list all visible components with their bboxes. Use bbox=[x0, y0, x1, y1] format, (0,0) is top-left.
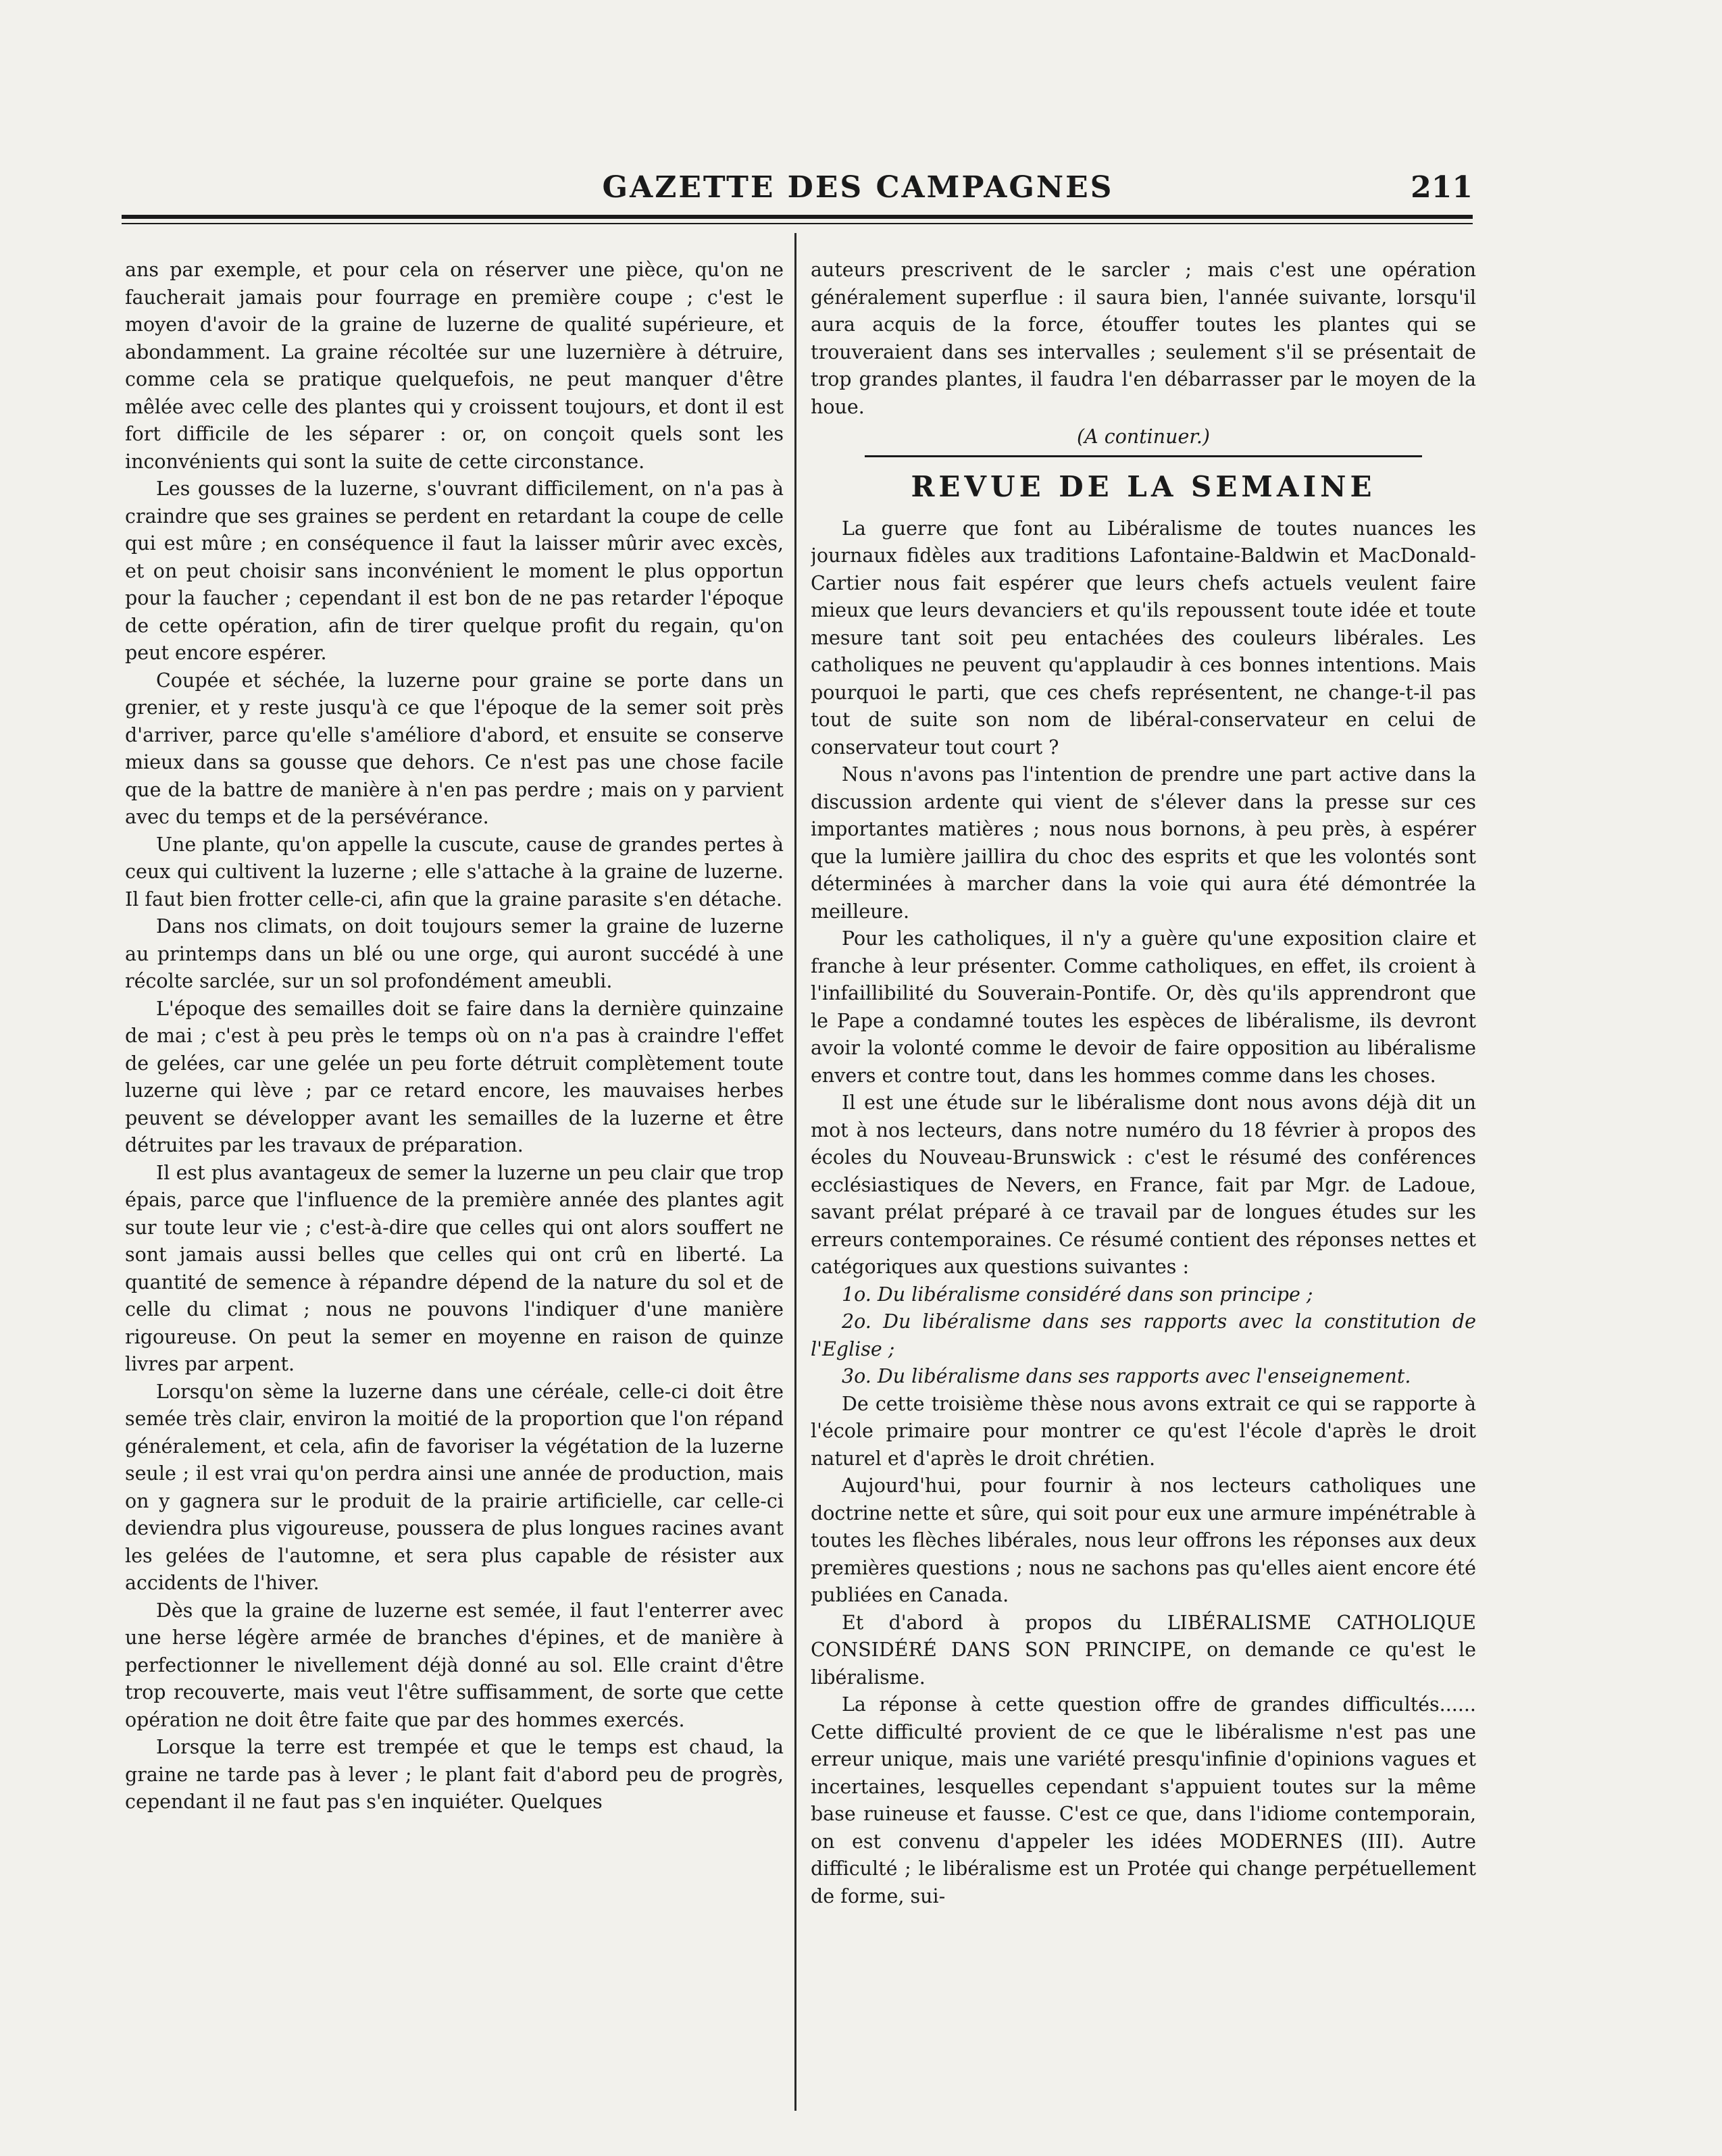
review-paragraph: La guerre que font au Libéralisme de toutes nuances les journaux fidèles aux traditions Lafontaine-Baldwin et MacDonald-Cartier nous fait espérer que leurs chefs actuels veulent faire mieux que leurs devanciers et qu'ils repoussent toute idée et toute mesure tant soit peu entachées des couleurs libérales. Les catholiques ne peuvent qu'applaudir à ces bonnes intentions. Mais pourquoi le parti, que ces chefs représentent, ne change-t-il pas tout de suite son nom de libéral-conservateur en celui de conservateur tout court ? bbox=[811, 517, 1476, 759]
header-rule-thin bbox=[122, 223, 1473, 224]
review-paragraph: Aujourd'hui, pour fournir à nos lecteurs catholiques une doctrine nette et sûre, qui soit pour eux une armure impénétrable à toutes les flèches libérales, nous leur offrons les réponses aux deux premières questions ; nous ne sachons pas qu'elles aient encore été publiées en Canada. bbox=[811, 1474, 1476, 1606]
right-column bbox=[811, 257, 1476, 2121]
column-divider bbox=[794, 233, 796, 2111]
article-paragraph: Une plante, qu'on appelle la cuscute, cause de grandes pertes à ceux qui cultivent la luzerne ; elle s'attache à la graine de luzerne. Il faut bien frotter celle-ci, afin que la graine parasite s'en détache. bbox=[125, 833, 784, 910]
section-rule bbox=[865, 455, 1422, 457]
review-paragraph: Pour les catholiques, il n'y a guère qu'une exposition claire et franche à leur présenter. Comme catholiques, en effet, ils croient à l'infaillibilité du Souverain-Pontife. Or, dès qu'ils apprendront que le Pape a condamné toutes les espèces de libéralisme, ils devront avoir la volonté comme le devoir de faire opposition au libéralisme envers et contre tout, dans les hommes comme dans les choses. bbox=[811, 927, 1476, 1087]
question-item: 3o. Du libéralisme dans ses rapports avec l'enseignement. bbox=[842, 1365, 1411, 1387]
page-number: 211 bbox=[1411, 170, 1473, 205]
running-title: GAZETTE DES CAMPAGNES bbox=[602, 170, 1114, 205]
article-paragraph: Il est plus avantageux de semer la luzerne un peu clair que trop épais, parce que l'influence de la première année des plantes agit sur toute leur vie ; c'est-à-dire que celles qui ont alors souffert ne sont jamais aussi belles que celles qui ont crû en liberté. La quantité de semence à répandre dépend de la nature du sol et de celle du climat ; nous ne pouvons l'indiquer d'une manière rigoureuse. On peut la semer en moyenne en raison de quinze livres par arpent. bbox=[125, 1161, 784, 1375]
article-paragraph: L'époque des semailles doit se faire dans la dernière quinzaine de mai ; c'est à peu près le temps où on n'a pas à craindre l'effet de gelées, car une gelée un peu forte détruit complètement toute luzerne qui lève ; par ce retard encore, les mauvaises herbes peuvent se développer avant les semailles de la luzerne et être détruites par les travaux de préparation. bbox=[125, 997, 784, 1156]
article-paragraph: Dans nos climats, on doit toujours semer la graine de luzerne au printemps dans un blé ou une orge, qui auront succédé à une récolte sarclée, sur un sol profondément ameubli. bbox=[125, 915, 784, 992]
article-paragraph: ans par exemple, et pour cela on réserver une pièce, qu'on ne faucherait jamais pour fourrage en première coupe ; c'est le moyen d'avoir de la graine de luzerne de qualité supérieure, et abondamment. La graine récoltée sur une luzernière à détruire, comme cela se pratique quelquefois, ne peut manquer d'être mêlée avec celle des plantes qui y croissent toujours, et dont il est fort difficile de les séparer : or, on conçoit quels sont les inconvénients qui sont la suite de cette circonstance. bbox=[125, 259, 784, 473]
question-item: 2o. Du libéralisme dans ses rapports avec la constitution de l'Eglise ; bbox=[811, 1310, 1476, 1360]
review-paragraph: Et d'abord à propos du LIBÉRALISME CATHOLIQUE CONSIDÉRÉ DANS SON PRINCIPE, on demande ce qu'est le libéralisme. bbox=[811, 1611, 1476, 1689]
page-header bbox=[122, 166, 1473, 207]
article-paragraph: Les gousses de la luzerne, s'ouvrant difficilement, on n'a pas à craindre que ses graines se perdent en retardant la coupe de celle qui est mûre ; en conséquence il faut la laisser mûrir avec excès, et on peut choisir sans inconvénient le moment le plus opportun pour la faucher ; cependant il est bon de ne pas retarder l'époque de cette opération, afin de tirer quelque profit du regain, qu'on peut encore espérer. bbox=[125, 478, 784, 664]
article-paragraph: Coupée et séchée, la luzerne pour graine se porte dans un grenier, et y reste jusqu'à ce que l'époque de la semer soit près d'arriver, parce qu'elle s'améliore d'abord, et ensuite se conserve mieux dans sa gousse que dehors. Ce n'est pas une chose facile que de la battre de manière à n'en pas perdre ; mais on y parvient avec du temps et de la persévérance. bbox=[125, 669, 784, 828]
article-paragraph: Dès que la graine de luzerne est semée, il faut l'enterrer avec une herse légère armée de branches d'épines, et de manière à perfectionner le nivellement déjà donné au sol. Elle craint d'être trop recouverte, mais veut l'être suffisamment, de sorte que cette opération ne doit être faite que par des hommes exercés. bbox=[125, 1599, 784, 1731]
review-paragraph: Il est une étude sur le libéralisme dont nous avons déjà dit un mot à nos lecteurs, dans notre numéro du 18 février à propos des écoles du Nouveau-Brunswick : c'est le résumé des conférences ecclésiastiques de Nevers, en France, fait par Mgr. de Ladoue, savant prélat préparé à ce travail par de longues études sur les erreurs contemporaines. Ce résumé contient des réponses nettes et catégoriques aux questions suivantes : bbox=[811, 1092, 1476, 1278]
article-paragraph: auteurs prescrivent de le sarcler ; mais c'est une opération généralement superflue : il saura bien, l'année suivante, lorsqu'il aura acquis de la force, étouffer toutes les plantes qui se trouveraient dans ses intervalles ; seulement s'il se présentait de trop grandes plantes, il faudra l'en débarrasser par le moyen de la houe. bbox=[811, 259, 1476, 418]
article-paragraph: Lorsque la terre est trempée et que le temps est chaud, la graine ne tarde pas à lever ; le plant fait d'abord peu de progrès, cependant il ne faut pas s'en inquiéter. Quelques bbox=[125, 1736, 784, 1813]
section-title: REVUE DE LA SEMAINE bbox=[911, 469, 1376, 503]
review-paragraph: De cette troisième thèse nous avons extrait ce qui se rapporte à l'école primaire pour montrer ce qu'est l'école d'après le droit naturel et d'après le droit chrétien. bbox=[811, 1392, 1476, 1470]
review-paragraph: La réponse à cette question offre de grandes difficultés...... Cette difficulté provient de ce que le libéralisme n'est pas une erreur unique, mais une variété presqu'infinie d'opinions vagues et incertaines, lesquelles cependant s'appuient toutes sur la même base ruineuse et fausse. C'est ce que, dans l'idiome contemporain, on est convenu d'appeler les idées MODERNES (III). Autre difficulté ; le libéralisme est un Protée qui change perpétuellement de forme, sui- bbox=[811, 1693, 1476, 1907]
to-be-continued: (A continuer.) bbox=[1076, 426, 1211, 448]
question-item: 1o. Du libéralisme considéré dans son principe ; bbox=[842, 1283, 1313, 1306]
left-column bbox=[125, 257, 784, 2121]
review-paragraph: Nous n'avons pas l'intention de prendre une part active dans la discussion ardente qui vient de s'élever dans la presse sur ces importantes matières ; nous nous bornons, à peu près, à espérer que la lumière jaillira du choc des esprits et que les volontés sont déterminées à marcher dans la voie qui aura été démontrée la meilleure. bbox=[811, 763, 1476, 923]
article-paragraph: Lorsqu'on sème la luzerne dans une céréale, celle-ci doit être semée très clair, environ la moitié de la proportion que l'on répand généralement, et cela, afin de favoriser la végétation de la luzerne seule ; il est vrai qu'on perdra ainsi une année de production, mais on y gagnera sur le produit de la prairie artificielle, car celle-ci deviendra plus vigoureuse, poussera de plus longues racines avant les gelées de l'automne, et sera plus capable de résister aux accidents de l'hiver. bbox=[125, 1380, 784, 1594]
header-rule bbox=[122, 215, 1473, 219]
